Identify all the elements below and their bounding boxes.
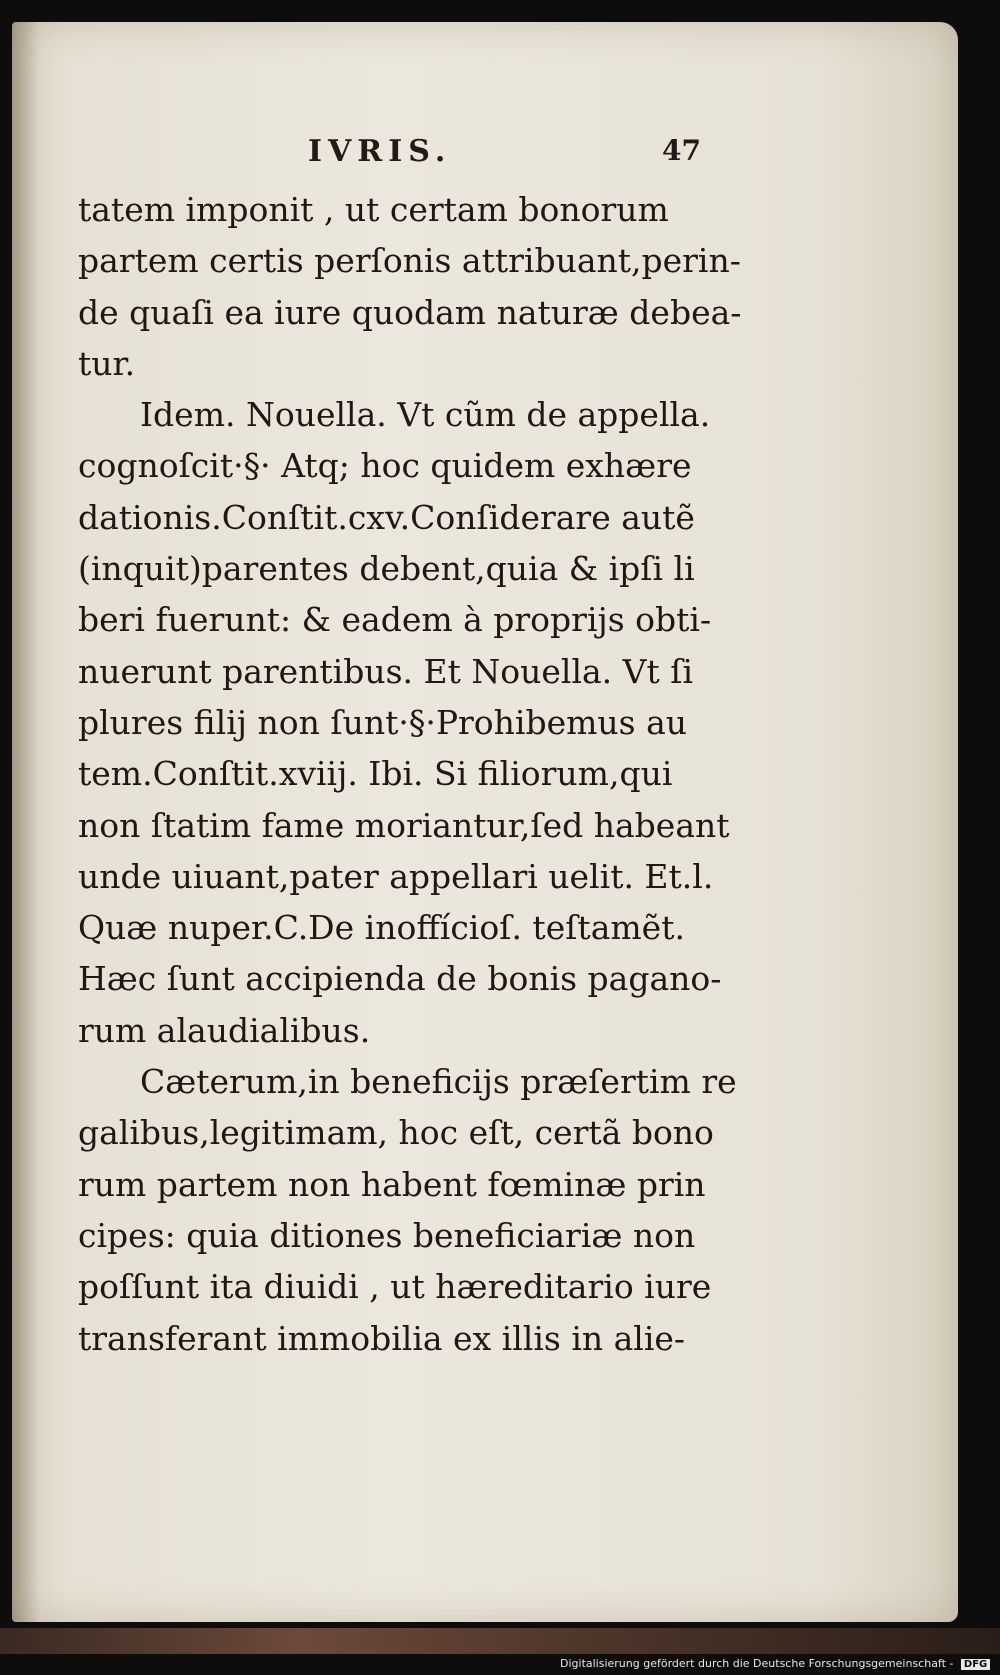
page-number: 47 — [662, 134, 701, 167]
text-line: partem certis perſonis attribuant,perin- — [78, 241, 741, 281]
text-block — [78, 184, 798, 1364]
text-line: tur. — [78, 343, 136, 383]
scan-bottom-edge — [0, 1628, 1000, 1654]
text-line: transferant immobilia ex illis in alie- — [78, 1318, 686, 1358]
text-line: nuerunt parentibus. Et Nouella. Vt ſi — [78, 651, 694, 691]
text-line: beri fuerunt: & eadem à proprijs obti- — [78, 600, 712, 640]
text-line: tatem imponit , ut certam bonorum — [78, 190, 669, 229]
paragraph-2 — [78, 389, 798, 1056]
paragraph-1 — [78, 184, 798, 389]
book-page — [12, 22, 958, 1622]
text-line: Quæ nuper.C.De inoffícioſ. teſtamẽt. — [78, 908, 685, 948]
dfg-logo: DFG — [961, 1659, 990, 1670]
text-line: Cæterum,in beneficijs præſertim re — [140, 1062, 737, 1102]
digitization-credit — [560, 1657, 990, 1673]
text-line: rum alaudialibus. — [78, 1010, 371, 1050]
text-line: plures filij non ſunt·§·Prohibemus au — [78, 702, 688, 742]
text-line: dationis.Conſtit.cxv.Conſiderare autẽ — [78, 497, 695, 537]
text-line: de quaſi ea iure quodam naturæ debea- — [78, 292, 742, 332]
page-gutter-shadow — [12, 22, 40, 1622]
text-line: rum partem non habent fœminæ prin — [78, 1164, 706, 1204]
text-line: cipes: quia ditiones beneficiariæ non — [78, 1215, 696, 1255]
text-line: unde uiuant,pater appellari uelit. Et.l. — [78, 856, 714, 896]
text-line: poſſunt ita diuidi , ut hæreditario iure — [78, 1267, 712, 1307]
text-line: tem.Conſtit.xviij. Ibi. Si filiorum,qui — [78, 754, 673, 794]
running-head — [12, 134, 958, 174]
paragraph-3 — [78, 1056, 798, 1364]
text-line: cognoſcit·§· Atq; hoc quidem exhære — [78, 446, 692, 486]
credit-text: Digitalisierung gefördert durch die Deutsche Forschungsgemeinschaft - — [560, 1657, 954, 1670]
text-line: Idem. Nouella. Vt cũm de appella. — [140, 395, 711, 435]
text-line: galibus,legitimam, hoc eſt, certã bono — [78, 1113, 714, 1153]
text-line: non ſtatim fame moriantur,ſed habeant — [78, 805, 730, 845]
text-line: Hæc ſunt accipienda de bonis pagano- — [78, 959, 722, 999]
text-line: (inquit)parentes debent,quia & ipſi li — [78, 549, 695, 589]
running-head-title: IVRIS. — [308, 134, 452, 169]
